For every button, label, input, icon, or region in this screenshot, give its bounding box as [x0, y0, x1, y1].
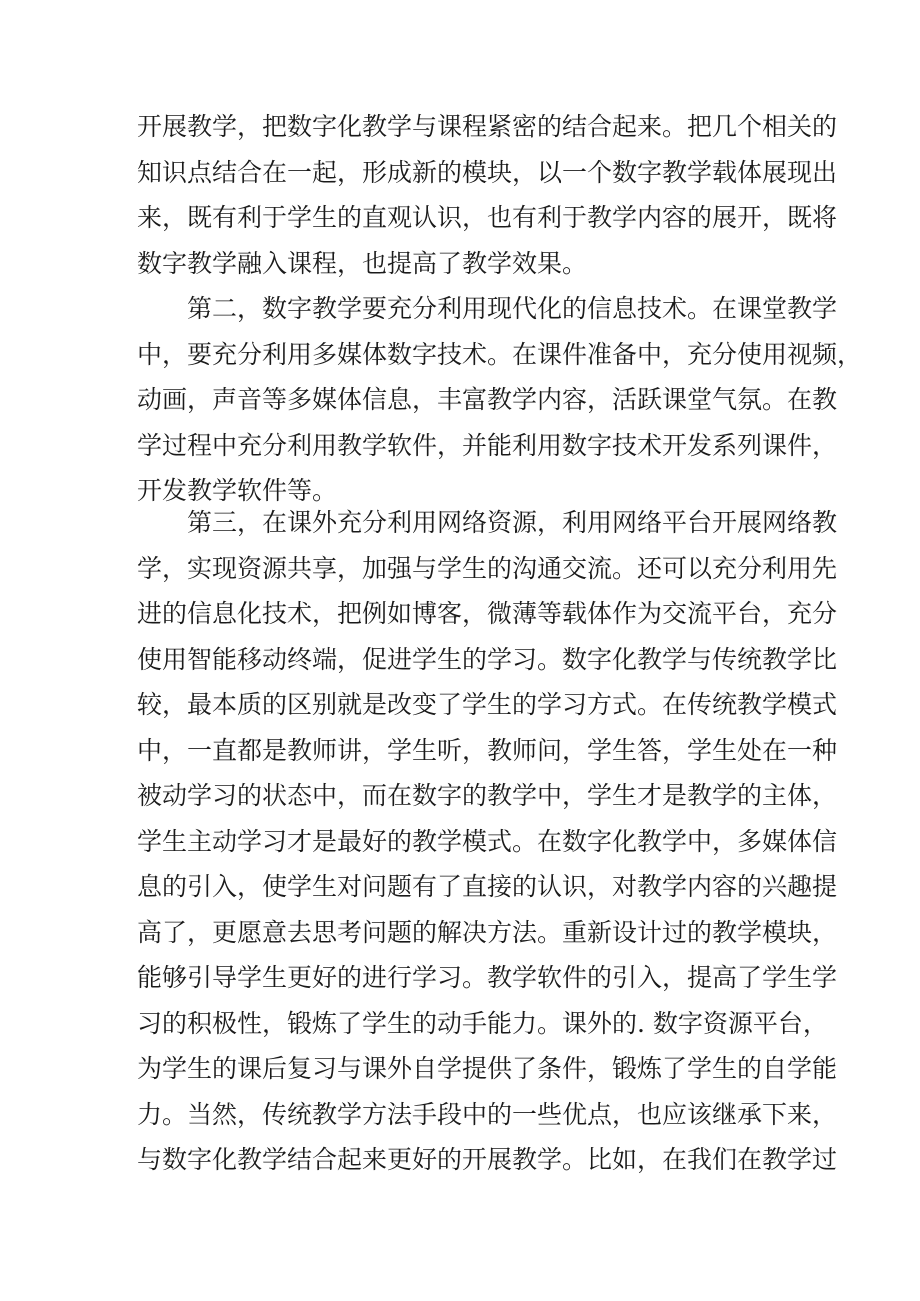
- text-line: 较，最本质的区别就是改变了学生的学习方式。在传统教学模式: [137, 690, 838, 719]
- text-line: 为学生的课后复习与课外自学提供了条件，锻炼了学生的自学能: [137, 1054, 838, 1083]
- text-line: 第二，数字教学要充分利用现代化的信息技术。在课堂教学: [187, 294, 838, 323]
- text-line: 中，要充分利用多媒体数字技术。在课件准备中，充分使用视频，: [137, 339, 863, 369]
- text-line: 来，既有利于学生的直观认识，也有利于教学内容的展开，既将: [137, 203, 838, 232]
- text-line: 学生主动学习才是最好的教学模式。在数字化教学中，多媒体信: [137, 826, 838, 856]
- text-line: 力。当然，传统教学方法手段中的一些优点，也应该继承下来，: [137, 1099, 838, 1129]
- text-line: 被动学习的状态中，而在数字的教学中，学生才是教学的主体，: [137, 781, 838, 810]
- text-line: 学，实现资源共享，加强与学生的沟通交流。还可以充分利用先: [137, 553, 838, 583]
- paragraph-third: [137, 500, 838, 1183]
- paragraph-continuation: [137, 104, 838, 286]
- text-line: 息的引入，使学生对问题有了直接的认识，对教学内容的兴趣提: [137, 872, 838, 901]
- text-line: 能够引导学生更好的进行学习。教学软件的引入，提高了学生学: [137, 963, 838, 992]
- text-line: 习的积极性，锻炼了学生的动手能力。课外的. 数字资源平台，: [137, 1008, 828, 1038]
- text-line: 开展教学，把数字化教学与课程紧密的结合起来。把几个相关的: [137, 112, 838, 141]
- paragraph-second: [137, 286, 863, 514]
- text-line: 数字教学融入课程，也提高了教学效果。: [137, 248, 588, 278]
- text-line: 学过程中充分利用教学软件，并能利用数字技术开发系列课件，: [137, 430, 838, 460]
- text-line: 开发教学软件等。: [137, 476, 338, 505]
- text-line: 第三，在课外充分利用网络资源，利用网络平台开展网络教: [187, 508, 838, 537]
- text-line: 知识点结合在一起，形成新的模块，以一个数字教学载体展现出: [137, 157, 838, 187]
- text-line: 中，一直都是教师讲，学生听，教师问，学生答，学生处在一种: [137, 735, 838, 765]
- text-line: 进的信息化技术，把例如博客，微薄等载体作为交流平台，充分: [137, 599, 838, 628]
- text-line: 使用智能移动终端，促进学生的学习。数字化教学与传统教学比: [137, 644, 838, 674]
- text-line: 动画，声音等多媒体信息，丰富教学内容，活跃课堂气氛。在教: [137, 385, 838, 414]
- text-line: 高了，更愿意去思考问题的解决方法。重新设计过的教学模块，: [137, 917, 838, 947]
- text-line: 与数字化教学结合起来更好的开展教学。比如，在我们在教学过: [137, 1145, 838, 1174]
